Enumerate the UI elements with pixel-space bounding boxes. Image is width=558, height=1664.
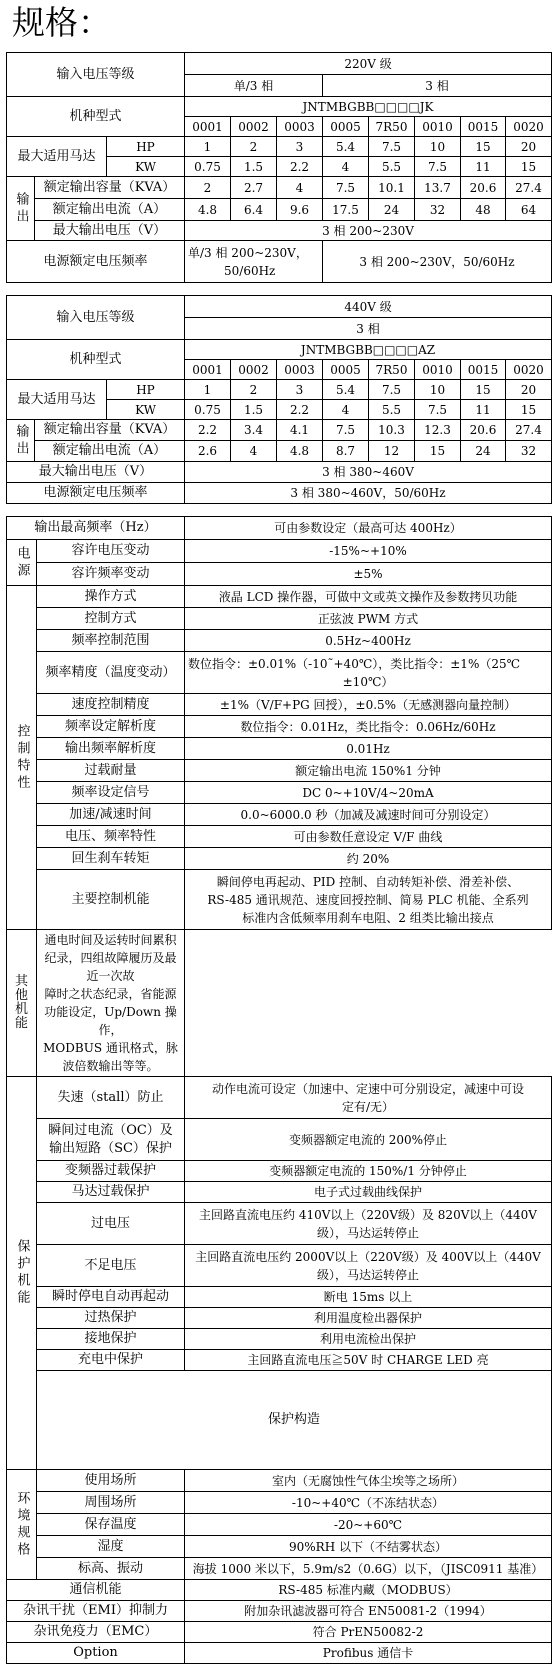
capacity-value: 4.1 (277, 420, 323, 441)
output-group-label: 输出 (7, 177, 35, 241)
max-voltage-value: 3 相 380~460V (185, 462, 552, 483)
kw-value: 1.5 (231, 400, 277, 420)
spec-label: 湿度 (37, 1536, 185, 1558)
spec-value-line: 通电时间及运转时间累积纪录，四组故障履历及最近一次故 (44, 933, 177, 983)
kw-value: 11 (461, 400, 506, 420)
spec-label: 频率精度（温度变动） (37, 652, 185, 694)
capacity-value: 20.6 (461, 177, 506, 199)
table-row (7, 1514, 552, 1536)
spec-value: 约 20% (185, 848, 552, 870)
kw-value: 1.5 (231, 157, 277, 177)
spec-label: 回生刹车转矩 (37, 848, 185, 870)
spec-value (185, 652, 552, 694)
spec-label: 控制方式 (37, 608, 185, 630)
model-code: 0020 (506, 117, 552, 137)
table-row (7, 586, 552, 608)
spec-value-line: 定有/无） (341, 1099, 395, 1114)
environment-group-label: 环境规格 (7, 1470, 37, 1580)
table-row (7, 1580, 552, 1601)
power-rating-single (185, 241, 323, 283)
power-rating-value: 3 相 380~460V，50/60Hz (185, 483, 552, 504)
model-code: 0005 (323, 360, 369, 380)
kw-value: 5.5 (369, 400, 415, 420)
table-row (7, 1470, 552, 1492)
spec-label-line: 瞬间过电流（OC）及 (48, 1122, 173, 1138)
spec-value: -10~+40℃（不冻结状态） (185, 1492, 552, 1514)
table-row (7, 1287, 552, 1308)
hp-value: 10 (415, 137, 461, 157)
spec-value-line: 瞬间停电再起动、PID 控制、自动转矩补偿、滑差补偿、 (216, 874, 520, 889)
spec-value: 0.01Hz (185, 738, 552, 760)
hp-value: 3 (277, 137, 323, 157)
hp-value: 7.5 (369, 137, 415, 157)
current-value: 24 (461, 441, 506, 462)
table-row (7, 1245, 552, 1287)
model-code: 0015 (461, 117, 506, 137)
kw-label: KW (107, 157, 185, 177)
table-row (7, 221, 552, 241)
spec-label: 频率设定信号 (37, 782, 185, 804)
kw-value: 7.5 (415, 157, 461, 177)
spec-label: 马达过载保护 (37, 1182, 185, 1203)
spec-label: 瞬时停电自动再起动 (37, 1287, 185, 1308)
hp-value: 1 (185, 137, 231, 157)
table-row (7, 1308, 552, 1329)
spec-value-line: ±10℃） (342, 674, 394, 689)
current-value: 12 (369, 441, 415, 462)
table-row (7, 177, 552, 199)
phase-single: 单/3 相 (185, 75, 323, 97)
spec-value: 变频器额定电流的 200%停止 (185, 1119, 552, 1161)
table-row (7, 1203, 552, 1245)
kw-value: 5.5 (369, 157, 415, 177)
page-title: 规格： (12, 3, 111, 42)
table-row (7, 296, 552, 318)
spec-label: 加速/减速时间 (37, 804, 185, 826)
model-code: 0001 (185, 117, 231, 137)
model-code: 0001 (185, 360, 231, 380)
table-row (7, 380, 552, 400)
table-row (7, 1643, 552, 1664)
spec-label: 标高、振动 (37, 1558, 185, 1580)
table-row (7, 1371, 552, 1470)
table-row (7, 738, 552, 760)
phase-three: 3 相 (323, 75, 552, 97)
model-code: 7R50 (369, 360, 415, 380)
table-row (7, 1077, 552, 1119)
kw-value: 15 (506, 400, 552, 420)
model-code: 0003 (277, 117, 323, 137)
phase-value: 3 相 (185, 318, 552, 340)
spec-value: 符合 PrEN50082-2 (185, 1622, 552, 1643)
kw-value: 4 (323, 157, 369, 177)
table-row (7, 804, 552, 826)
model-code: 0020 (506, 360, 552, 380)
spec-label: 容许频率变动 (37, 563, 185, 586)
capacity-value: 10.3 (369, 420, 415, 441)
spec-value: ±1%（V/F+PG 回授），±0.5%（无感测器向量控制） (185, 694, 552, 716)
hp-value: 5.4 (323, 137, 369, 157)
table-row (7, 716, 552, 738)
spec-value: 断电 15ms 以上 (185, 1287, 552, 1308)
table-row (7, 137, 552, 157)
current-value: 9.6 (277, 199, 323, 221)
kw-value: 7.5 (415, 400, 461, 420)
spec-value: 额定输出电流 150%1 分钟 (185, 760, 552, 782)
power-single-line: 50/60Hz (224, 263, 276, 278)
spec-label: 充电中保护 (37, 1350, 185, 1371)
capacity-value: 4 (277, 177, 323, 199)
input-voltage-label: 输入电压等级 (7, 296, 185, 340)
spec-value: ±5% (185, 563, 552, 586)
spec-label: 输出最高频率（Hz） (7, 517, 185, 540)
max-voltage-label: 最大输出电压（V） (7, 462, 185, 483)
spec-label: 不足电压 (37, 1245, 185, 1287)
capacity-value: 20.6 (461, 420, 506, 441)
hp-value: 20 (506, 137, 552, 157)
spec-value-line: MODBUS 通讯格式，脉波倍数输出等等。 (43, 1041, 178, 1073)
table-row (7, 1622, 552, 1643)
spec-label: 速度控制精度 (37, 694, 185, 716)
kw-value: 0.75 (185, 157, 231, 177)
hp-label: HP (107, 380, 185, 400)
spec-value: -15%~+10% (185, 540, 552, 563)
model-code: 0002 (231, 360, 277, 380)
current-value: 2.6 (185, 441, 231, 462)
table-row (7, 1161, 552, 1182)
max-voltage-label: 最大输出电压（V） (35, 221, 185, 241)
capacity-value: 7.5 (323, 420, 369, 441)
table-row (7, 848, 552, 870)
hp-value: 2 (231, 380, 277, 400)
capacity-value: 2.2 (185, 420, 231, 441)
spec-value: -20~+60℃ (185, 1514, 552, 1536)
spec-value-line: 级），马达运转停止 (316, 1267, 419, 1282)
spec-label: 主要控制机能 (37, 870, 185, 930)
spec-value: 变频器额定电流的 150%/1 分钟停止 (185, 1161, 552, 1182)
spec-label: 过载耐量 (37, 760, 185, 782)
capacity-value: 2 (185, 177, 231, 199)
spec-table-general (6, 516, 552, 1664)
spec-value: 液晶 LCD 操作器，可做中文或英文操作及参数拷贝功能 (185, 586, 552, 608)
spec-label: 电压、频率特性 (37, 826, 185, 848)
kw-value: 4 (323, 400, 369, 420)
model-code: 0010 (415, 360, 461, 380)
spec-value-line: RS-485 通讯规范、速度回授控制、简易 PLC 机能、全系列 (207, 892, 529, 907)
current-value: 24 (369, 199, 415, 221)
spec-label-line: 输出短路（SC）保护 (49, 1140, 172, 1156)
spec-value: 主回路直流电压≧50V 时 CHARGE LED 亮 (185, 1350, 552, 1371)
spec-value-line: 标准内含低频率用刹车电阻、2 组类比输出接点 (242, 910, 494, 925)
current-value: 4.8 (277, 441, 323, 462)
spec-value: 海拔 1000 米以下，5.9m/s2（0.6G）以下，（JISC0911 基准） (185, 1558, 552, 1580)
table-row (7, 630, 552, 652)
table-row (7, 441, 552, 462)
current-label: 额定输出电流（A） (35, 441, 185, 462)
spec-value: 正弦波 PWM 方式 (185, 608, 552, 630)
table-row (7, 782, 552, 804)
table-row (7, 652, 552, 694)
model-code: 0005 (323, 117, 369, 137)
spec-value (185, 1245, 552, 1287)
model-code: 0003 (277, 360, 323, 380)
table-row (7, 97, 552, 117)
spec-label: 通信机能 (7, 1580, 185, 1601)
spec-value: 利用温度检出器保护 (185, 1308, 552, 1329)
table-row (7, 930, 552, 1077)
spec-value-line: 主回路直流电压约 410V以上（220V级）及 820V以上（440V (199, 1207, 537, 1222)
capacity-value: 3.4 (231, 420, 277, 441)
kw-value: 2.2 (277, 400, 323, 420)
max-motor-label: 最大适用马达 (7, 380, 107, 420)
capacity-value: 2.7 (231, 177, 277, 199)
table-row (7, 199, 552, 221)
current-value: 32 (415, 199, 461, 221)
spec-label: 杂讯干扰（EMI）抑制力 (7, 1601, 185, 1622)
spec-value-line: 主回路直流电压约 2000V以上（220V级）及 400V以上（440V (195, 1249, 541, 1264)
table-row (7, 241, 552, 283)
model-code: 0002 (231, 117, 277, 137)
spec-value: 0.0~6000.0 秒（加减及减速时间可分别设定） (185, 804, 552, 826)
input-voltage-value: 220V 级 (185, 53, 552, 75)
current-value: 8.7 (323, 441, 369, 462)
input-voltage-label: 输入电压等级 (7, 53, 185, 97)
table-row (7, 53, 552, 75)
spec-value: Profibus 通信卡 (185, 1643, 552, 1664)
kw-value: 11 (461, 157, 506, 177)
spec-value-line: 动作电流可设定（加速中、定速中可分别设定，减速中可设 (211, 1081, 524, 1096)
capacity-label: 额定输出容量（KVA） (35, 177, 185, 199)
capacity-value: 27.4 (506, 177, 552, 199)
spec-value: 90%RH 以下（不结雾状态） (185, 1536, 552, 1558)
spec-label: 其他机能 (7, 930, 37, 1077)
spec-table-440v (6, 295, 552, 504)
current-value: 32 (506, 441, 552, 462)
spec-value: 可由参数设定（最高可达 400Hz） (185, 517, 552, 540)
table-row (7, 483, 552, 504)
hp-value: 7.5 (369, 380, 415, 400)
hp-value: 2 (231, 137, 277, 157)
current-value: 48 (461, 199, 506, 221)
power-rating-label: 电源额定电压频率 (7, 241, 185, 283)
spec-label: 变频器过载保护 (37, 1161, 185, 1182)
power-rating-label: 电源额定电压频率 (7, 483, 185, 504)
spec-label: 过电压 (37, 1203, 185, 1245)
spec-value: DC 0~+10V/4~20mA (185, 782, 552, 804)
table-row (7, 517, 552, 540)
hp-value: 10 (415, 380, 461, 400)
table-row (7, 1329, 552, 1350)
current-value: 15 (415, 441, 461, 462)
power-group-label: 电源 (7, 540, 37, 586)
spec-label: 杂讯免疫力（EMC） (7, 1622, 185, 1643)
current-value: 17.5 (323, 199, 369, 221)
spec-label: 周围场所 (37, 1492, 185, 1514)
spec-value: 0.5Hz~400Hz (185, 630, 552, 652)
current-label: 额定输出电流（A） (35, 199, 185, 221)
max-motor-label: 最大适用马达 (7, 137, 107, 177)
table-row (7, 540, 552, 563)
spec-value: 利用电流检出保护 (185, 1329, 552, 1350)
protection-group-label: 保护机能 (7, 1077, 37, 1470)
table-row (7, 760, 552, 782)
spec-value: 可由参数任意设定 V/F 曲线 (185, 826, 552, 848)
table-row (7, 608, 552, 630)
kw-value: 0.75 (185, 400, 231, 420)
spec-value (185, 1203, 552, 1245)
spec-label: 接地保护 (37, 1329, 185, 1350)
max-voltage-value: 3 相 200~230V (185, 221, 552, 241)
kw-label: KW (107, 400, 185, 420)
table-row (7, 1182, 552, 1203)
hp-value: 20 (506, 380, 552, 400)
model-label: 机种型式 (7, 340, 185, 380)
spec-label: 保存温度 (37, 1514, 185, 1536)
spec-label: 过热保护 (37, 1308, 185, 1329)
kw-value: 15 (506, 157, 552, 177)
capacity-value: 7.5 (323, 177, 369, 199)
kw-value: 2.2 (277, 157, 323, 177)
model-code: 0010 (415, 117, 461, 137)
spec-table-220v (6, 52, 552, 283)
spec-value (37, 930, 185, 1077)
hp-value: 5.4 (323, 380, 369, 400)
table-row (7, 1558, 552, 1580)
spec-label: 输出频率解析度 (37, 738, 185, 760)
control-group-label: 控制特性 (7, 586, 37, 930)
spec-label: 保护构造 (37, 1371, 552, 1470)
table-row (7, 1119, 552, 1161)
hp-value: 1 (185, 380, 231, 400)
table-row (7, 1536, 552, 1558)
capacity-label: 额定输出容量（KVA） (35, 420, 185, 441)
table-row (7, 826, 552, 848)
model-value: JNTMBGBB□□□□AZ (185, 340, 552, 360)
model-value: JNTMBGBB□□□□JK (185, 97, 552, 117)
spec-label: 容许电压变动 (37, 540, 185, 563)
model-code: 0015 (461, 360, 506, 380)
spec-label (37, 1119, 185, 1161)
input-voltage-value: 440V 级 (185, 296, 552, 318)
spec-value-line: 数位指令：±0.01%（-10˜+40℃），类比指令：±1%（25℃ (188, 656, 521, 671)
current-value: 4.8 (185, 199, 231, 221)
spec-value: 电子式过载曲线保护 (185, 1182, 552, 1203)
output-group-label: 输出 (7, 420, 35, 462)
spec-label: 使用场所 (37, 1470, 185, 1492)
spec-value-line: 级），马达运转停止 (316, 1225, 419, 1240)
hp-value: 15 (461, 380, 506, 400)
table-row (7, 1350, 552, 1371)
spec-label: 频率控制范围 (37, 630, 185, 652)
table-row (7, 340, 552, 360)
power-rating-three: 3 相 200~230V，50/60Hz (323, 241, 552, 283)
capacity-value: 27.4 (506, 420, 552, 441)
capacity-value: 10.1 (369, 177, 415, 199)
model-label: 机种型式 (7, 97, 185, 137)
spec-value: RS-485 标准内藏（MODBUS） (185, 1580, 552, 1601)
model-code: 7R50 (369, 117, 415, 137)
spec-value: 附加杂讯滤波器可符合 EN50081-2（1994） (185, 1601, 552, 1622)
hp-value: 3 (277, 380, 323, 400)
spec-value (185, 1077, 552, 1119)
spec-label: 操作方式 (37, 586, 185, 608)
table-row (7, 563, 552, 586)
capacity-value: 12.3 (415, 420, 461, 441)
power-single-line: 单/3 相 200~230V， (188, 245, 308, 260)
hp-label: HP (107, 137, 185, 157)
spec-value: 室内（无腐蚀性气体尘埃等之场所） (185, 1470, 552, 1492)
spec-label: 失速（stall）防止 (37, 1077, 185, 1119)
capacity-value: 13.7 (415, 177, 461, 199)
spec-label: 频率设定解析度 (37, 716, 185, 738)
current-value: 64 (506, 199, 552, 221)
table-row (7, 694, 552, 716)
current-value: 4 (231, 441, 277, 462)
spec-value: 数位指令：0.01Hz，类比指令：0.06Hz/60Hz (185, 716, 552, 738)
hp-value: 15 (461, 137, 506, 157)
current-value: 6.4 (231, 199, 277, 221)
table-row (7, 462, 552, 483)
table-row (7, 870, 552, 930)
spec-value (185, 870, 552, 930)
spec-value-line: 障时之状态纪录，省能源功能设定，Up/Down 操作， (44, 987, 177, 1037)
table-row (7, 420, 552, 441)
spec-label: Option (7, 1643, 185, 1664)
table-row (7, 1601, 552, 1622)
